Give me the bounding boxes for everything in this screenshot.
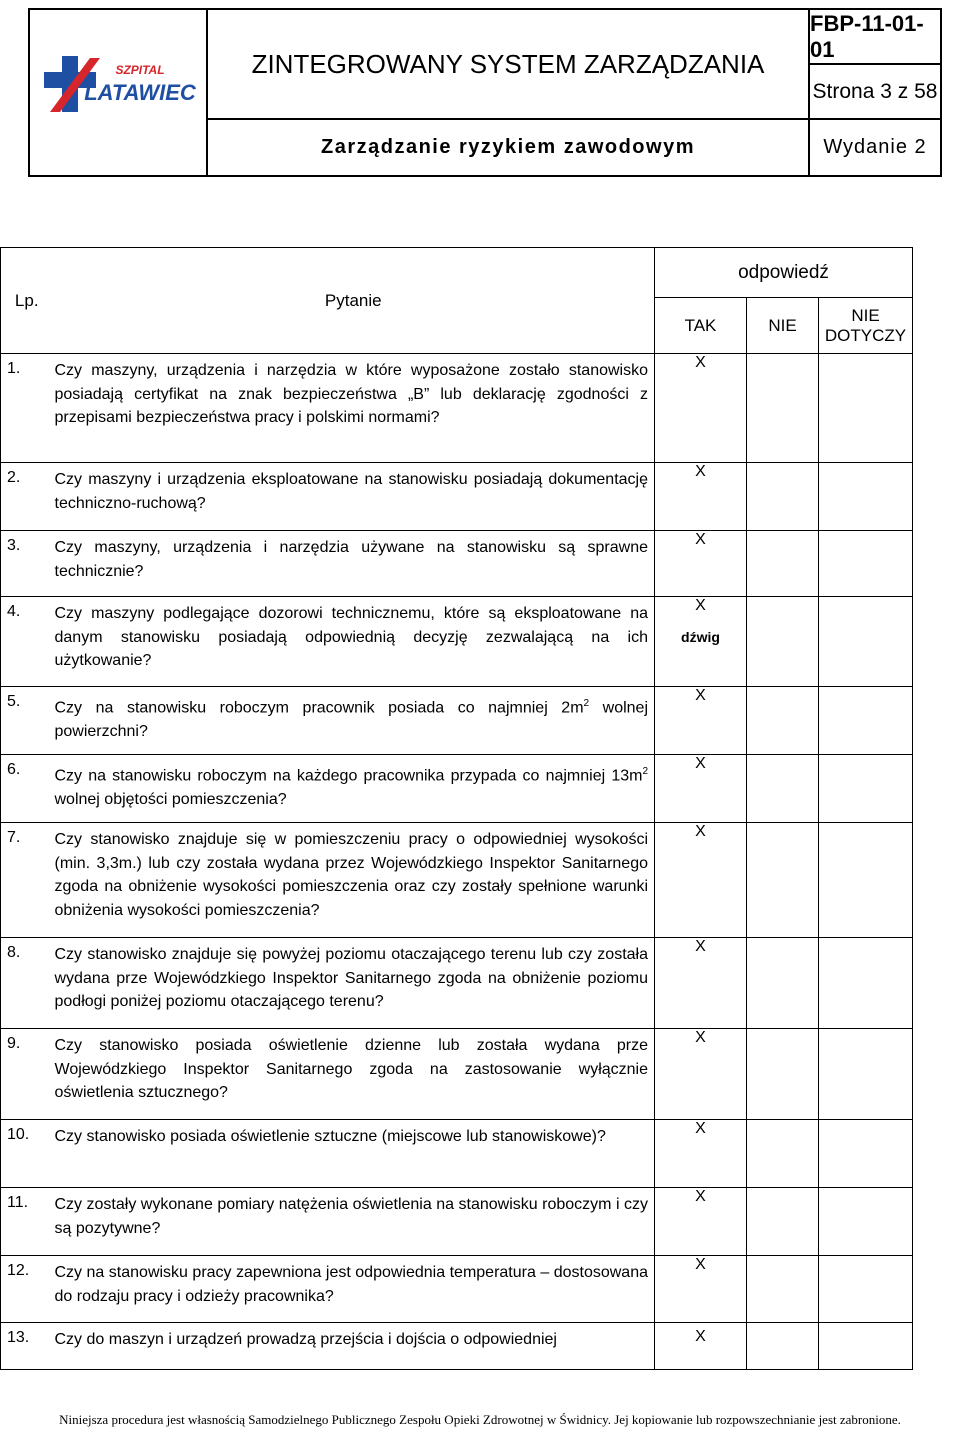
table-row	[1, 938, 913, 1029]
page-number: Strona 3 z 58	[810, 65, 940, 120]
table-row	[1, 1029, 913, 1120]
answer-nie	[747, 1256, 819, 1323]
table-row	[1, 1323, 913, 1370]
answer-nie-dotyczy	[819, 687, 913, 755]
answer-nie-dotyczy	[819, 823, 913, 938]
answer-nie-dotyczy	[819, 755, 913, 823]
answer-tak: X	[655, 1323, 747, 1370]
answer-nie	[747, 354, 819, 463]
answer-nie-dotyczy	[819, 1256, 913, 1323]
question-text: Czy stanowisko posiada oświetlenie sztuczne (miejscowe lub stanowiskowe)?	[53, 1120, 655, 1188]
document-code: FBP-11-01-01	[810, 10, 940, 65]
question-text: Czy do maszyn i urządzeń prowadzą przejścia i dojścia o odpowiedniej	[53, 1323, 655, 1370]
answer-tak: X	[655, 1256, 747, 1323]
row-number: 11.	[1, 1188, 53, 1256]
edition-label: Wydanie 2	[823, 136, 927, 158]
table-row	[1, 755, 913, 823]
logo-name-text: LATAWIEC	[84, 80, 196, 105]
system-title: ZINTEGROWANY SYSTEM ZARZĄDZANIA	[208, 10, 810, 120]
row-number: 4.	[1, 597, 53, 687]
table-row	[1, 687, 913, 755]
question-text: Czy zostały wykonane pomiary natężenia oświetlenia na stanowisku roboczym i czy są pozytywne?	[53, 1188, 655, 1256]
answer-nie	[747, 755, 819, 823]
questionnaire-table	[0, 247, 913, 1370]
answer-tak	[655, 597, 747, 687]
question-text: Czy stanowisko znajduje się powyżej poziomu otaczającego terenu lub czy została wydana prze Wojewódzkiego Inspektor Sanitarnego zgoda na obniżenie poziomu podłogi poniżej poziomu otaczającego terenu?	[53, 938, 655, 1029]
table-row	[1, 1256, 913, 1323]
question-text: Czy maszyny i urządzenia eksploatowane na stanowisku posiadają dokumentację techniczno-ruchową?	[53, 463, 655, 531]
answer-tak: X	[655, 938, 747, 1029]
row-number: 8.	[1, 938, 53, 1029]
table-row	[1, 1120, 913, 1188]
row-number: 6.	[1, 755, 53, 823]
answer-nie-dotyczy	[819, 1188, 913, 1256]
question-text-part: Czy na stanowisku roboczym pracownik posiada co najmniej 2m	[54, 699, 584, 717]
answer-tak: X	[655, 531, 747, 597]
superscript: 2	[583, 698, 590, 709]
column-header-nie-dotyczy: NIE DOTYCZY	[819, 298, 913, 354]
row-number: 5.	[1, 687, 53, 755]
logo-cell	[30, 10, 208, 175]
answer-mark: X	[695, 597, 706, 614]
row-number: 10.	[1, 1120, 53, 1188]
answer-nie	[747, 531, 819, 597]
row-number: 9.	[1, 1029, 53, 1120]
answer-nie	[747, 463, 819, 531]
column-header-tak: TAK	[655, 298, 747, 354]
row-number: 12.	[1, 1256, 53, 1323]
table-row	[1, 463, 913, 531]
superscript: 2	[642, 766, 648, 777]
footer-notice: Niniejsza procedura jest własnością Samodzielnego Publicznego Zespołu Opieki Zdrowotnej w Świdnicy. Jej kopiowanie lub rozpowszechnianie jest zabronione.	[59, 1412, 901, 1427]
logo-top-text: SZPITAL	[115, 63, 165, 77]
question-text: Czy maszyny, urządzenia i narzędzia w które wyposażone zostało stanowisko posiadają certyfikat na znak bezpieczeństwa „B” lub deklarację zgodności z przepisami bezpieczeństwa pracy i polskimi normami?	[53, 354, 655, 463]
answer-nie-dotyczy	[819, 597, 913, 687]
answer-tak: X	[655, 463, 747, 531]
row-number: 3.	[1, 531, 53, 597]
table-row	[1, 1188, 913, 1256]
question-text	[53, 687, 655, 755]
column-header-answer: odpowiedź	[655, 248, 913, 298]
answer-nie-dotyczy	[819, 354, 913, 463]
answer-nie	[747, 1120, 819, 1188]
answer-nie	[747, 938, 819, 1029]
row-number: 13.	[1, 1323, 53, 1370]
question-text: Czy stanowisko znajduje się w pomieszczeniu pracy o odpowiedniej wysokości (min. 3,3m.) lub czy została wydana przez Wojewódzkiego Inspektor Sanitarnego zgoda na obniżenie wysokości pomieszczenia oraz czy zostały spełnione warunki obniżenia wysokości pomieszczenia?	[53, 823, 655, 938]
answer-nie-dotyczy	[819, 1323, 913, 1370]
document-subtitle: Zarządzanie ryzykiem zawodowym	[208, 120, 810, 175]
answer-tak: X	[655, 1188, 747, 1256]
answer-nie-dotyczy	[819, 938, 913, 1029]
question-text: Czy na stanowisku pracy zapewniona jest odpowiednia temperatura – dostosowana do rodzaju pracy i odzieży pracownika?	[53, 1256, 655, 1323]
answer-nie	[747, 823, 819, 938]
answer-nie-dotyczy	[819, 1029, 913, 1120]
answer-nie	[747, 1029, 819, 1120]
table-row	[1, 531, 913, 597]
answer-tak: X	[655, 755, 747, 823]
table-row	[1, 597, 913, 687]
question-text-part: Czy na stanowisku roboczym na każdego pracownika przypada co najmniej 13m	[54, 767, 643, 785]
question-text: Czy maszyny podlegające dozorowi technicznemu, które są eksploatowane na danym stanowisku posiadają odpowiednią decyzję zezwalającą na ich użytkowanie?	[53, 597, 655, 687]
row-number: 2.	[1, 463, 53, 531]
answer-nie	[747, 687, 819, 755]
answer-nie-dotyczy	[819, 531, 913, 597]
question-text-part: wolnej objętości pomieszczenia?	[54, 790, 287, 808]
hospital-logo	[40, 50, 200, 122]
answer-note: dźwig	[681, 629, 720, 645]
question-text: Czy maszyny, urządzenia i narzędzia używane na stanowisku są sprawne technicznie?	[53, 531, 655, 597]
row-number: 1.	[1, 354, 53, 463]
column-header-lp: Lp.	[1, 248, 53, 354]
question-text	[53, 755, 655, 823]
answer-nie-dotyczy	[819, 1120, 913, 1188]
answer-tak: X	[655, 823, 747, 938]
column-header-question: Pytanie	[53, 248, 655, 354]
answer-nie	[747, 1323, 819, 1370]
answer-nie-dotyczy	[819, 463, 913, 531]
answer-tak: X	[655, 1120, 747, 1188]
column-header-nie: NIE	[747, 298, 819, 354]
row-number: 7.	[1, 823, 53, 938]
table-row	[1, 823, 913, 938]
document-header	[28, 8, 942, 177]
answer-tak: X	[655, 687, 747, 755]
question-text-part: wolnej powierzchni?	[54, 699, 649, 740]
question-text: Czy stanowisko posiada oświetlenie dzienne lub została wydana prze Wojewódzkiego Inspektor Sanitarnego zgoda na zastosowanie wyłącznie oświetlenia sztucznego?	[53, 1029, 655, 1120]
answer-tak: X	[655, 354, 747, 463]
answer-tak: X	[655, 1029, 747, 1120]
answer-nie	[747, 597, 819, 687]
table-row	[1, 354, 913, 463]
answer-nie	[747, 1188, 819, 1256]
